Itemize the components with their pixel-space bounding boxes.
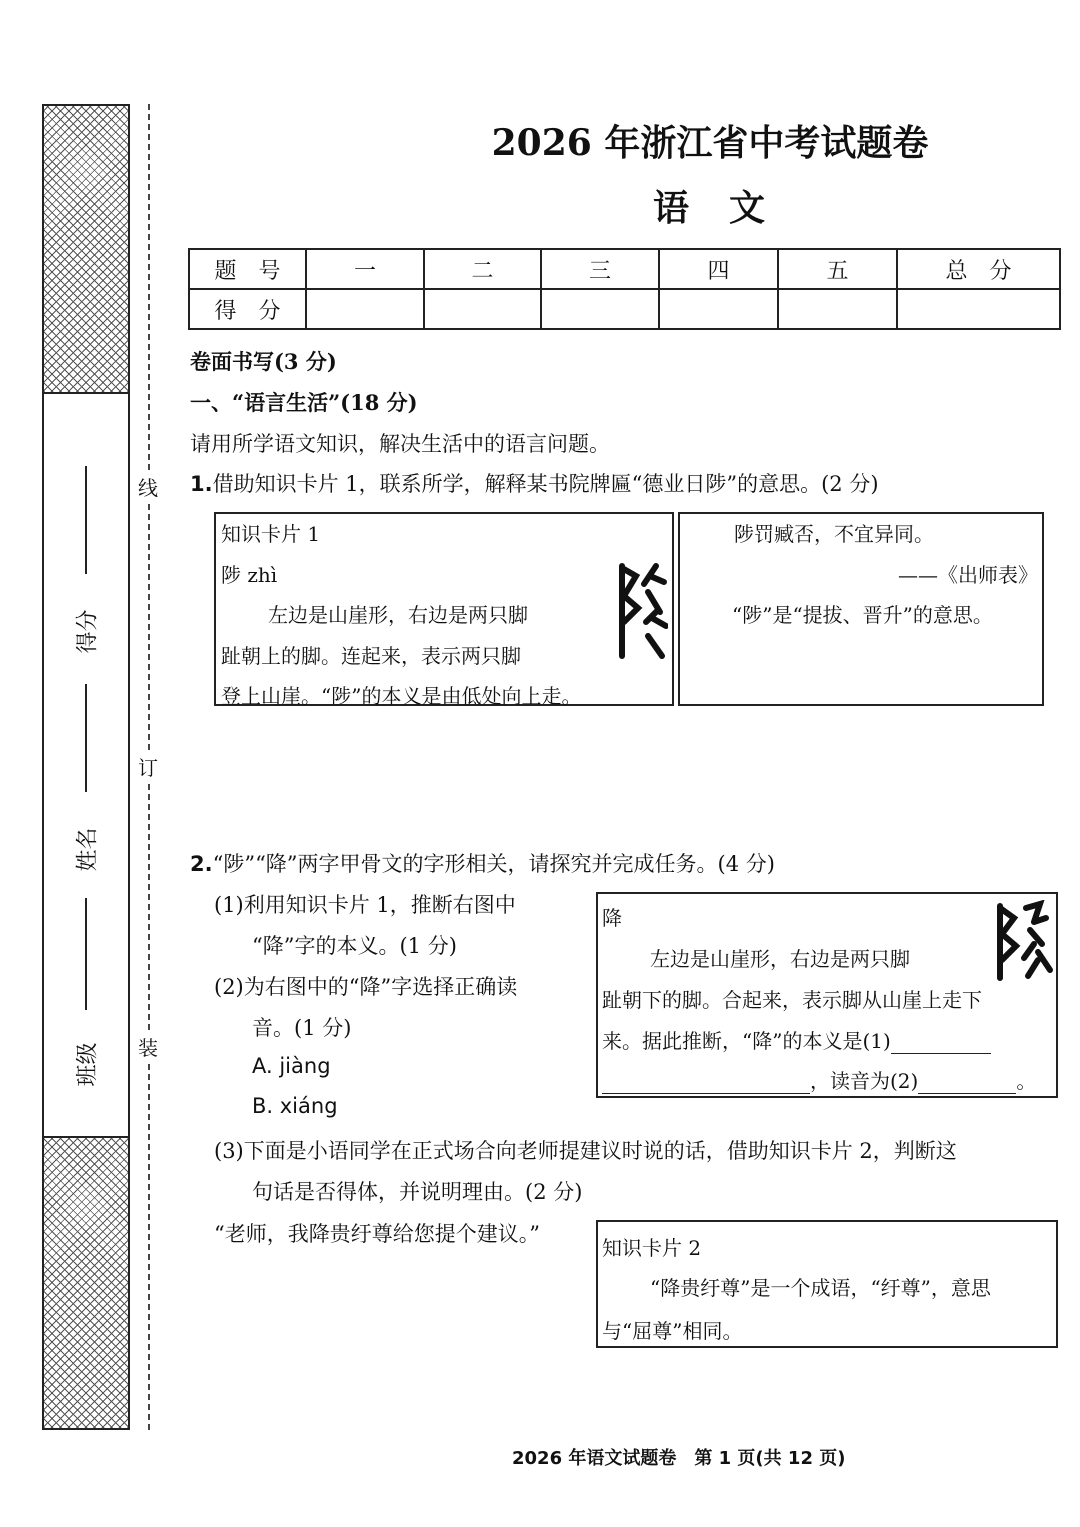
quote-source: ——《出师表》 bbox=[898, 563, 1038, 587]
oracle-jiang-glyph-icon bbox=[994, 900, 1056, 982]
binding-strip bbox=[42, 104, 130, 1430]
score-table bbox=[188, 248, 1061, 330]
score-cell[interactable] bbox=[659, 289, 778, 329]
q2-sub2-line1: (2)为右图中的“降”字选择正确读 bbox=[214, 975, 518, 999]
card-jiang-line: 来。据此推断，“降”的本义是(1) bbox=[602, 1029, 891, 1053]
q2-number: 2. bbox=[190, 852, 213, 876]
score-table-header-row bbox=[189, 249, 1060, 289]
knowledge-card-2 bbox=[596, 1220, 1058, 1348]
subject-title: 语 文 bbox=[652, 187, 767, 229]
q2-sub2-line2: 音。(1 分) bbox=[252, 1016, 352, 1040]
hatch-pattern-bottom bbox=[44, 1136, 128, 1428]
score-label: 得分 bbox=[75, 609, 101, 654]
class-label: 班级 bbox=[75, 1042, 101, 1087]
page-footer: 2026 年语文试题卷 第 1 页(共 12 页) bbox=[512, 1448, 846, 1469]
table-cell: 二 bbox=[424, 249, 541, 289]
quote-text: 陟罚臧否，不宜异同。 bbox=[734, 522, 934, 546]
option-b[interactable]: B. xiáng bbox=[252, 1094, 338, 1118]
table-cell: 题 号 bbox=[189, 249, 306, 289]
option-a[interactable]: A. jiàng bbox=[252, 1054, 331, 1078]
score-cell[interactable] bbox=[778, 289, 897, 329]
card1-line: 趾朝上的脚。连起来，表示两只脚 bbox=[221, 644, 521, 668]
card1-line: 登上山崖。“陟”的本义是由低处向上走。 bbox=[221, 684, 582, 708]
card2-line: 与“屈尊”相同。 bbox=[602, 1319, 743, 1343]
answer-blank-meaning-cont[interactable] bbox=[602, 1071, 810, 1094]
score-cell[interactable] bbox=[897, 289, 1060, 329]
score-cell[interactable] bbox=[541, 289, 659, 329]
card-jiang-title: 降 bbox=[602, 906, 622, 930]
q2-sub1-line1: (1)利用知识卡片 1，推断右图中 bbox=[214, 893, 516, 917]
binding-char-zhuang: 装 bbox=[136, 1032, 160, 1061]
table-cell: 得 分 bbox=[189, 289, 306, 329]
q1-number: 1. bbox=[190, 472, 213, 496]
card-jiang-line: 左边是山崖形，右边是两只脚 bbox=[650, 947, 910, 971]
card2-title: 知识卡片 2 bbox=[602, 1236, 702, 1260]
binding-char-xian: 线 bbox=[136, 472, 160, 501]
student-speech: “老师，我降贵纡尊给您提个建议。” bbox=[214, 1222, 540, 1246]
section1-heading: 一、“语言生活”(18 分) bbox=[190, 390, 418, 415]
knowledge-card-1 bbox=[214, 512, 674, 706]
card-jiang-line: 。 bbox=[1016, 1069, 1037, 1093]
card1-line: 左边是山崖形，右边是两只脚 bbox=[268, 603, 528, 627]
hatch-pattern-top bbox=[44, 106, 128, 394]
exam-title: 2026 年浙江省中考试题卷 bbox=[491, 122, 929, 164]
quote-meaning: “陟”是“提拔、晋升”的意思。 bbox=[732, 603, 993, 627]
name-label: 姓名 bbox=[75, 827, 101, 872]
class-blank-line[interactable] bbox=[85, 898, 87, 1010]
score-table-score-row bbox=[189, 289, 1060, 329]
binding-char-ding: 订 bbox=[136, 752, 160, 781]
quote-card bbox=[678, 512, 1044, 706]
card-jiang-line: 趾朝下的脚。合起来，表示脚从山崖上走下 bbox=[602, 988, 982, 1012]
table-cell: 一 bbox=[306, 249, 424, 289]
q1-text: 借助知识卡片 1，联系所学，解释某书院牌匾“德业日陟”的意思。(2 分) bbox=[212, 472, 879, 496]
section1-instruction: 请用所学语文知识，解决生活中的语言问题。 bbox=[190, 432, 610, 456]
card2-line: “降贵纡尊”是一个成语，“纡尊”，意思 bbox=[650, 1276, 991, 1300]
card-jiang-line: ，读音为(2) bbox=[810, 1069, 919, 1093]
name-blank-line[interactable] bbox=[85, 684, 87, 792]
handwriting-score: 卷面书写(3 分) bbox=[190, 349, 337, 374]
oracle-zhi-glyph-icon bbox=[614, 556, 668, 666]
table-cell: 四 bbox=[659, 249, 778, 289]
answer-blank-meaning[interactable] bbox=[891, 1031, 991, 1054]
table-cell: 五 bbox=[778, 249, 897, 289]
card1-char: 陟 zhì bbox=[221, 563, 278, 587]
q2-sub1-line2: “降”字的本义。(1 分) bbox=[252, 934, 457, 958]
card1-title: 知识卡片 1 bbox=[221, 522, 321, 546]
knowledge-card-jiang bbox=[596, 892, 1058, 1098]
answer-blank-pronunciation[interactable] bbox=[918, 1071, 1016, 1094]
q2-sub3-line2: 句话是否得体，并说明理由。(2 分) bbox=[252, 1180, 583, 1204]
score-blank-line[interactable] bbox=[85, 466, 87, 574]
q2-sub3-line1: (3)下面是小语同学在正式场合向老师提建议时说的话，借助知识卡片 2，判断这 bbox=[214, 1139, 957, 1163]
score-cell[interactable] bbox=[424, 289, 541, 329]
score-cell[interactable] bbox=[306, 289, 424, 329]
table-cell: 总 分 bbox=[897, 249, 1060, 289]
q2-text: “陟”“降”两字甲骨文的字形相关，请探究并完成任务。(4 分) bbox=[212, 852, 775, 876]
table-cell: 三 bbox=[541, 249, 659, 289]
